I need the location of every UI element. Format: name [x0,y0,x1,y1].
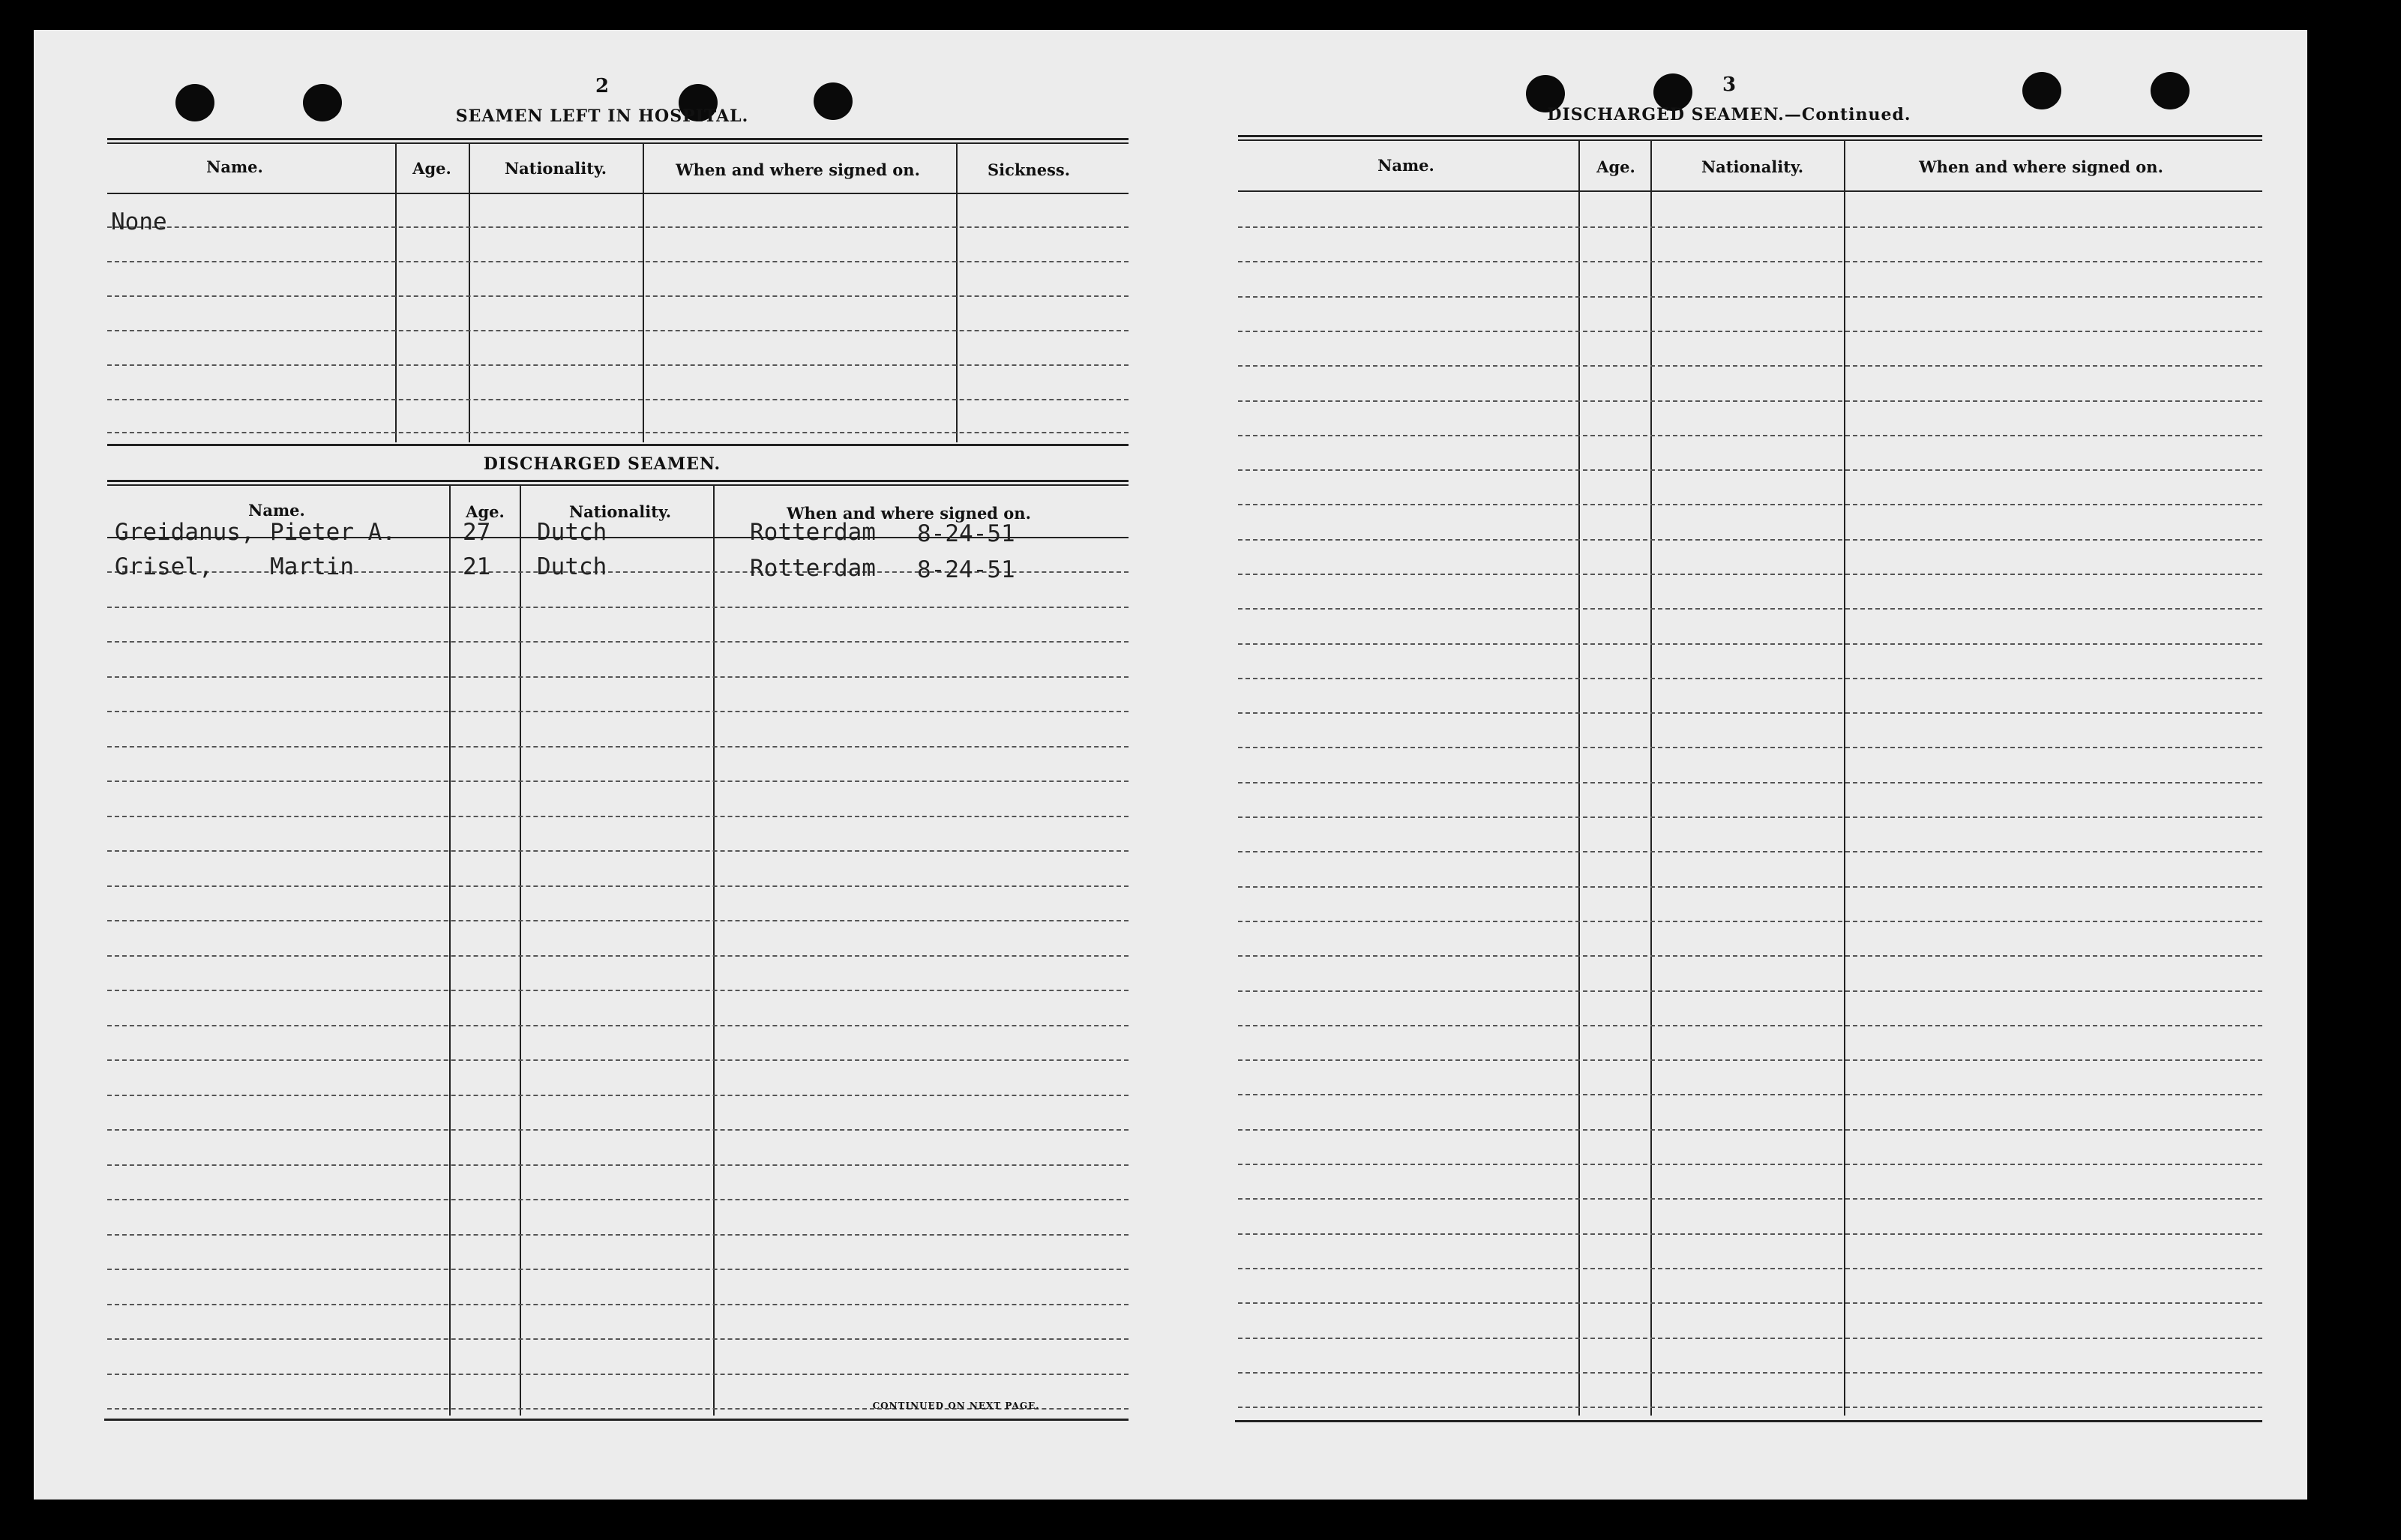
row1-surname: Greidanus, [115,519,255,546]
column-rule [395,144,397,442]
right-col-name: Name. [1377,156,1434,175]
entry-line [1238,226,2262,228]
punch-hole [175,84,214,121]
entry-line [1238,816,2262,818]
entry-line [107,711,1129,712]
entry-line [1238,331,2262,332]
entry-line [1238,1372,2262,1374]
row2-age: 21 [463,553,491,580]
right-col-age: Age. [1596,157,1635,176]
entry-line [107,432,1129,433]
row2-date: 8-24-51 [917,556,1015,583]
row2-place: Rotterdam [750,555,876,582]
entry-line [1238,643,2262,645]
entry-line [107,364,1129,366]
entry-line [107,676,1129,678]
entry-line [107,780,1129,782]
entry-line [107,850,1129,852]
discharged-col-nationality: Nationality. [568,502,672,521]
discharged-col-signed-on: When and where signed on. [787,504,1031,523]
entry-line [107,226,1129,228]
entry-line [107,1338,1129,1340]
hospital-col-signed-on: When and where signed on. [676,160,920,179]
entry-line [1238,921,2262,922]
entry-line [107,1164,1129,1166]
entry-line [1238,1233,2262,1235]
punch-hole [814,82,853,120]
row2-nationality: Dutch [537,553,607,580]
entry-line [1238,261,2262,262]
entry-line [1238,1025,2262,1026]
rule [107,138,1129,140]
punch-hole [303,84,342,121]
row1-place: Rotterdam [750,519,876,546]
column-rule [1578,141,1580,1416]
discharged-section-title: DISCHARGED SEAMEN. [483,454,721,474]
entry-line [107,920,1129,921]
entry-line [107,955,1129,957]
entry-line [107,816,1129,817]
entry-line [107,1059,1129,1061]
hospital-col-age: Age. [412,159,451,178]
entry-line [107,1374,1129,1375]
column-rule [449,486,451,1416]
rule [107,142,1129,144]
row1-date: 8-24-51 [917,520,1015,547]
column-rule [1650,141,1652,1416]
discharged-col-age: Age. [466,502,505,521]
entry-line [107,330,1129,331]
entry-line [1238,990,2262,992]
column-rule [520,486,521,1416]
hospital-col-name: Name. [206,157,263,176]
row2-surname: Grisel, [115,553,213,580]
entry-line [107,607,1129,608]
column-rule [643,144,644,442]
entry-line [1238,886,2262,888]
continued-footer: CONTINUED ON NEXT PAGE. [872,1401,1040,1411]
discharged-col-name: Name. [248,501,305,520]
hospital-section-title: SEAMEN LEFT IN HOSPITAL. [455,106,749,126]
entry-line [1238,678,2262,679]
entry-line [1238,435,2262,436]
rule [107,484,1129,486]
rule [104,1419,1129,1421]
entry-line [1238,955,2262,957]
rule [1235,1420,2262,1422]
entry-line [1238,1268,2262,1269]
entry-line [1238,712,2262,714]
row1-given-name: Pieter A. [270,519,396,546]
entry-line [1238,1338,2262,1339]
entry-line [1238,747,2262,748]
right-col-nationality: Nationality. [1701,157,1804,176]
entry-line [1238,851,2262,852]
entry-line [1238,1059,2262,1061]
entry-line [107,746,1129,748]
rule [1238,135,2262,137]
row2-given-name: Martin [270,553,354,580]
hospital-col-sickness: Sickness. [987,160,1071,179]
rule [107,480,1129,482]
hospital-entry-none: None [111,208,167,235]
entry-line [107,990,1129,991]
entry-line [107,295,1129,297]
entry-line [1238,782,2262,783]
entry-line [1238,504,2262,505]
entry-line [1238,469,2262,471]
column-rule [469,144,470,442]
entry-line [1238,1129,2262,1131]
punch-hole [2151,72,2190,109]
rule [107,444,1129,446]
right-page-title: DISCHARGED SEAMEN.—Continued. [1547,105,1911,124]
entry-line [107,1129,1129,1131]
entry-line [107,885,1129,887]
hospital-col-nationality: Nationality. [504,159,607,178]
rule [1238,139,2262,141]
row1-nationality: Dutch [537,519,607,546]
entry-line [1238,574,2262,575]
entry-line [1238,539,2262,541]
entry-line [1238,608,2262,610]
right-col-signed-on: When and where signed on. [1919,157,2163,176]
entry-line [1238,296,2262,298]
rule [107,193,1129,194]
entry-line [107,1199,1129,1200]
entry-line [107,641,1129,643]
entry-line [107,399,1129,400]
entry-line [1238,365,2262,367]
entry-line [107,1234,1129,1236]
entry-line [107,261,1129,262]
column-rule [956,144,958,442]
entry-line [1238,1302,2262,1304]
entry-line [107,1304,1129,1305]
entry-line [1238,400,2262,402]
document-sheet [34,30,2307,1500]
entry-line [107,1025,1129,1026]
entry-line [1238,1094,2262,1095]
left-page-number: 2 [595,75,610,97]
entry-line [107,1095,1129,1096]
punch-hole [2022,72,2061,109]
entry-line [1238,1407,2262,1408]
entry-line [107,1269,1129,1270]
right-page-number: 3 [1722,73,1737,96]
rule [1238,190,2262,192]
column-rule [713,486,715,1416]
entry-line [1238,1198,2262,1200]
row1-age: 27 [463,519,491,546]
entry-line [1238,1164,2262,1165]
column-rule [1844,141,1845,1416]
